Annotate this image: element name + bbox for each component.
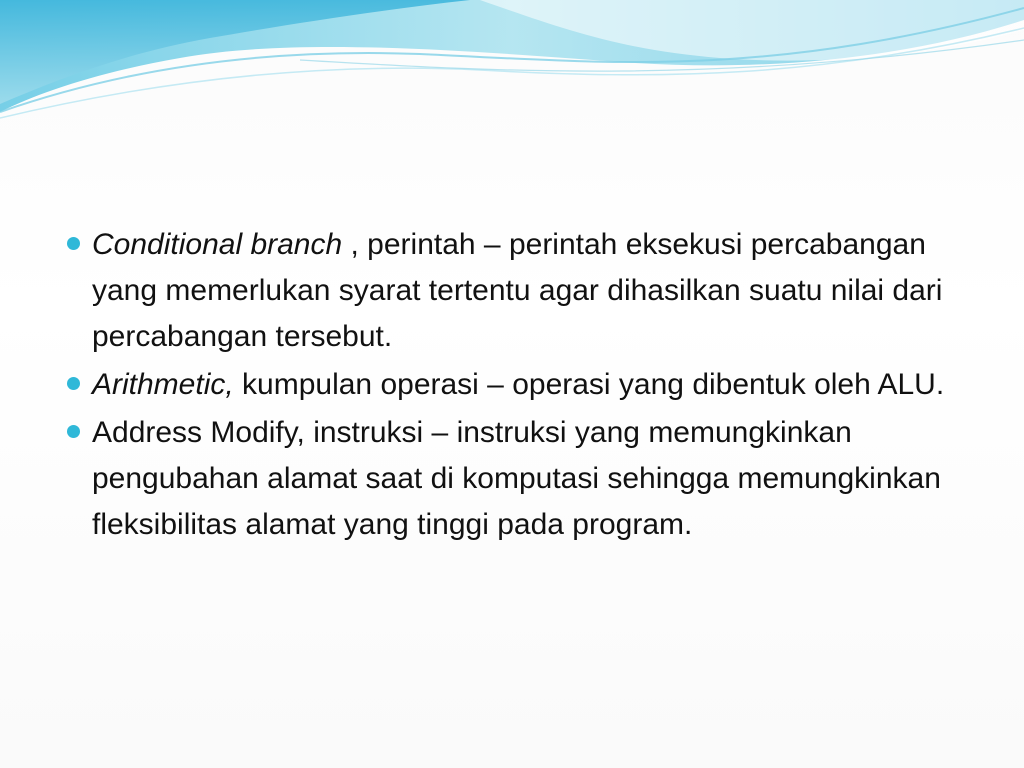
header-wave-decoration <box>0 0 1024 130</box>
bullet-body-text: Address Modify, instruksi – instruksi yang memungkinkan pengubahan alamat saat di komputasi sehingga memungkinkan fleksibilitas alamat yang tinggi pada program. <box>92 416 941 541</box>
bullet-lead-text: Conditional branch <box>92 228 343 261</box>
bullet-dot-icon <box>67 425 80 438</box>
bullet-item-conditional-branch <box>62 222 962 360</box>
bullet-lead-text: Arithmetic, <box>92 368 234 401</box>
bullet-item-address-modify <box>62 410 962 548</box>
slide-body <box>62 222 962 550</box>
bullet-dot-icon <box>67 377 80 390</box>
bullet-item-arithmetic <box>62 362 962 408</box>
bullet-body-text: , perintah – perintah eksekusi percabangan yang memerlukan syarat tertentu agar dihasilkan suatu nilai dari percabangan tersebut. <box>92 228 943 353</box>
bullet-dot-icon <box>67 237 80 250</box>
bullet-list <box>62 222 962 548</box>
bullet-body-text: kumpulan operasi – operasi yang dibentuk oleh ALU. <box>233 368 945 401</box>
